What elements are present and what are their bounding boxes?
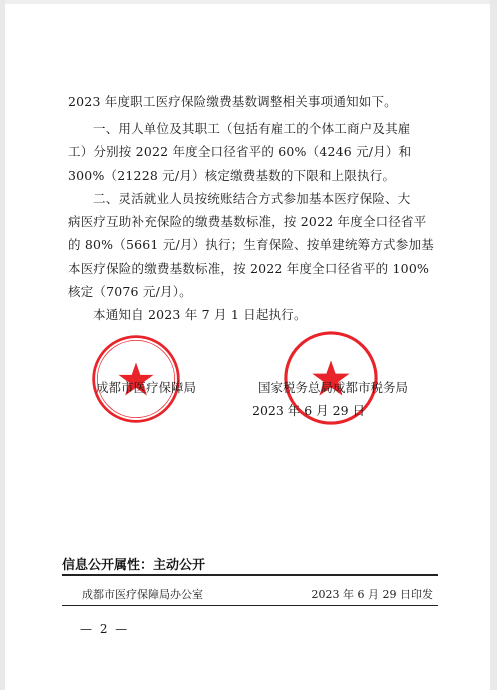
body-line-10: 本通知自 2023 年 7 月 1 日起执行。: [93, 307, 307, 322]
body-line-8: 本医疗保险的缴费基数标准，按 2022 年度全口径省平的 100%: [68, 261, 430, 276]
footer-bottom-rule: [62, 605, 438, 606]
page-edge-right: [490, 0, 497, 690]
footer-top-rule: [62, 574, 438, 576]
body-line-7: 的 80%（5661 元/月）执行；生育保险、按单建统筹方式参加基: [68, 237, 434, 252]
left-signature-org: 成都市医疗保障局: [96, 380, 197, 395]
body-line-9: 核定（7076 元/月）。: [68, 284, 192, 299]
body-line-3: 工）分别按 2022 年度全口径省平的 60%（4246 元/月）和: [68, 144, 412, 159]
page-edge-left: [0, 0, 5, 690]
page-edge-top: [0, 0, 497, 4]
signature-date: 2023 年 6 月 29 日: [252, 403, 366, 418]
body-line-6: 病医疗互助补充保险的缴费基数标准，按 2022 年度全口径省平: [68, 214, 427, 229]
disclosure-attribute: 信息公开属性：主动公开: [62, 558, 206, 573]
page-number: — 2 —: [80, 622, 130, 636]
issuing-office: 成都市医疗保障局办公室: [82, 588, 203, 601]
body-line-5: 二、灵活就业人员按统账结合方式参加基本医疗保险、大: [93, 191, 411, 206]
right-signature-org: 国家税务总局成都市税务局: [258, 380, 409, 395]
body-line-2: 一、用人单位及其职工（包括有雇工的个体工商户及其雇: [93, 121, 411, 136]
body-line-4: 300%（21228 元/月）核定缴费基数的下限和上限执行。: [68, 168, 396, 183]
body-line-1: 2023 年度职工医疗保险缴费基数调整相关事项通知如下。: [68, 94, 397, 109]
print-date: 2023 年 6 月 29 日印发: [311, 588, 433, 601]
